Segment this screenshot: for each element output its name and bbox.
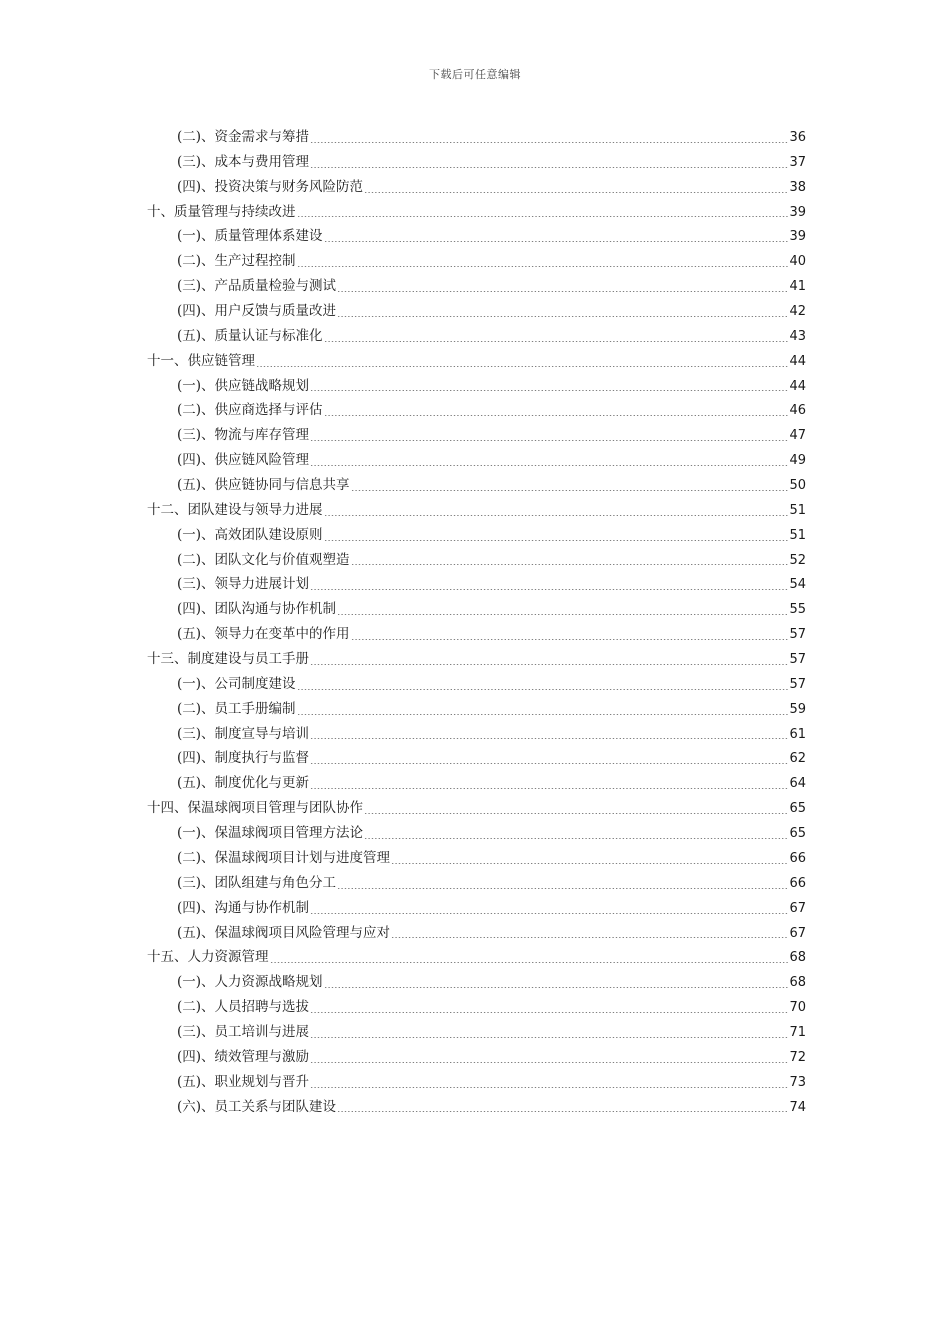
toc-page-number: 36 xyxy=(789,130,806,145)
toc-section-entry[interactable] xyxy=(147,249,806,274)
toc-dot-leader xyxy=(324,341,789,342)
toc-chapter-entry[interactable] xyxy=(147,498,806,523)
toc-dot-leader xyxy=(310,763,788,764)
toc-dot-leader xyxy=(391,863,788,864)
toc-dot-leader xyxy=(324,540,789,541)
toc-entry-title: (一)、质量管理体系建设 xyxy=(177,228,323,245)
toc-section-entry[interactable] xyxy=(147,970,806,995)
toc-entry-title: (二)、生产过程控制 xyxy=(177,253,296,270)
toc-entry-title: (一)、供应链战略规划 xyxy=(177,377,310,394)
toc-entry-title: (二)、人员招聘与选拔 xyxy=(177,999,310,1016)
toc-page-number: 68 xyxy=(789,975,806,991)
toc-dot-leader xyxy=(297,216,789,217)
toc-page-number: 44 xyxy=(789,353,806,369)
toc-entry-title: (四)、沟通与协作机制 xyxy=(177,899,310,916)
toc-entry-title: (四)、绩效管理与激励 xyxy=(177,1048,310,1065)
toc-dot-leader xyxy=(364,192,788,193)
toc-page-number: 65 xyxy=(789,826,806,842)
toc-page-number: 68 xyxy=(789,950,806,966)
toc-section-entry[interactable] xyxy=(147,1020,806,1045)
toc-page-number: 50 xyxy=(789,478,806,494)
toc-page-number: 57 xyxy=(789,676,806,692)
toc-section-entry[interactable] xyxy=(147,423,806,448)
toc-page-number: 46 xyxy=(789,403,806,419)
toc-dot-leader xyxy=(351,490,789,491)
toc-entry-title: (二)、资金需求与筹措 xyxy=(177,129,310,145)
toc-entry-title: (三)、成本与费用管理 xyxy=(177,153,310,170)
toc-dot-leader xyxy=(310,1037,788,1038)
toc-page-number: 37 xyxy=(789,154,806,170)
toc-entry-title: (五)、职业规划与晋升 xyxy=(177,1073,310,1090)
toc-dot-leader xyxy=(310,1062,788,1063)
toc-dot-leader xyxy=(310,788,788,789)
toc-page-number: 38 xyxy=(789,179,806,195)
toc-section-entry[interactable] xyxy=(147,548,806,573)
toc-dot-leader xyxy=(324,415,789,416)
toc-page-number: 43 xyxy=(789,328,806,344)
toc-page-number: 64 xyxy=(789,776,806,792)
toc-dot-leader xyxy=(337,888,788,889)
toc-entry-title: (五)、制度优化与更新 xyxy=(177,775,310,792)
toc-entry-title: (二)、保温球阀项目计划与进度管理 xyxy=(177,849,391,866)
toc-section-entry[interactable] xyxy=(147,746,806,771)
toc-entry-title: 十一、供应链管理 xyxy=(147,352,255,369)
toc-page-number: 47 xyxy=(789,428,806,444)
toc-dot-leader xyxy=(324,515,789,516)
toc-dot-leader xyxy=(297,689,789,690)
toc-chapter-entry[interactable] xyxy=(147,796,806,821)
toc-section-entry[interactable] xyxy=(147,771,806,796)
toc-section-entry[interactable] xyxy=(147,597,806,622)
toc-entry-title: 十三、制度建设与员工手册 xyxy=(147,651,309,668)
toc-entry-title: (四)、供应链风险管理 xyxy=(177,452,310,469)
toc-section-entry[interactable] xyxy=(147,274,806,299)
toc-page-number: 59 xyxy=(789,701,806,717)
toc-entry-title: (五)、领导力在变革中的作用 xyxy=(177,626,350,643)
toc-section-entry[interactable] xyxy=(147,921,806,946)
toc-dot-leader xyxy=(337,614,788,615)
toc-section-entry[interactable] xyxy=(147,473,806,498)
toc-dot-leader xyxy=(337,1111,788,1112)
toc-dot-leader xyxy=(337,316,788,317)
toc-dot-leader xyxy=(310,1087,788,1088)
toc-dot-leader xyxy=(310,589,788,590)
toc-entry-title: 十二、团队建设与领导力进展 xyxy=(147,501,323,518)
toc-dot-leader xyxy=(324,987,789,988)
toc-dot-leader xyxy=(297,266,789,267)
toc-page-number: 51 xyxy=(789,527,806,543)
toc-section-entry[interactable] xyxy=(147,1070,806,1095)
toc-page-number: 66 xyxy=(789,875,806,891)
toc-section-entry[interactable] xyxy=(147,846,806,871)
toc-section-entry[interactable] xyxy=(147,150,806,175)
toc-entry-title: (四)、投资决策与财务风险防范 xyxy=(177,178,364,195)
toc-dot-leader xyxy=(310,738,788,739)
toc-page-number: 66 xyxy=(789,850,806,866)
toc-chapter-entry[interactable] xyxy=(147,647,806,672)
toc-page-number: 51 xyxy=(789,502,806,518)
toc-entry-title: (二)、供应商选择与评估 xyxy=(177,402,323,419)
toc-page-number: 41 xyxy=(789,279,806,295)
toc-entry-title: 十五、人力资源管理 xyxy=(147,949,269,966)
toc-page-number: 49 xyxy=(789,453,806,469)
toc-entry-title: (四)、制度执行与监督 xyxy=(177,750,310,767)
toc-dot-leader xyxy=(310,167,788,168)
toc-page-number: 72 xyxy=(789,1049,806,1065)
toc-section-entry[interactable] xyxy=(147,374,806,399)
toc-section-entry[interactable] xyxy=(147,324,806,349)
toc-section-entry[interactable] xyxy=(147,523,806,548)
toc-dot-leader xyxy=(270,962,789,963)
toc-section-entry[interactable] xyxy=(147,125,806,150)
table-of-contents xyxy=(147,125,806,1119)
toc-entry-title: (二)、员工手册编制 xyxy=(177,700,296,717)
toc-page-number: 44 xyxy=(789,378,806,394)
toc-section-entry[interactable] xyxy=(147,697,806,722)
toc-dot-leader xyxy=(310,465,788,466)
toc-entry-title: (五)、供应链协同与信息共享 xyxy=(177,477,350,494)
toc-page-number: 65 xyxy=(789,801,806,817)
toc-section-entry[interactable] xyxy=(147,896,806,921)
toc-entry-title: (一)、高效团队建设原则 xyxy=(177,526,323,543)
toc-section-entry[interactable] xyxy=(147,821,806,846)
toc-dot-leader xyxy=(337,291,788,292)
toc-entry-title: (一)、公司制度建设 xyxy=(177,675,296,692)
toc-dot-leader xyxy=(256,366,788,367)
toc-page-number: 40 xyxy=(789,254,806,270)
toc-entry-title: (三)、物流与库存管理 xyxy=(177,427,310,444)
toc-section-entry[interactable] xyxy=(147,299,806,324)
toc-dot-leader xyxy=(351,564,789,565)
toc-dot-leader xyxy=(324,241,789,242)
toc-section-entry[interactable] xyxy=(147,1095,806,1120)
toc-page-number: 70 xyxy=(789,1000,806,1016)
toc-chapter-entry[interactable] xyxy=(147,945,806,970)
toc-chapter-entry[interactable] xyxy=(147,349,806,374)
toc-page-number: 61 xyxy=(789,726,806,742)
toc-section-entry[interactable] xyxy=(147,1045,806,1070)
toc-chapter-entry[interactable] xyxy=(147,200,806,225)
toc-section-entry[interactable] xyxy=(147,672,806,697)
toc-dot-leader xyxy=(391,937,788,938)
toc-entry-title: (四)、团队沟通与协作机制 xyxy=(177,601,337,618)
toc-section-entry[interactable] xyxy=(147,722,806,747)
toc-dot-leader xyxy=(364,813,788,814)
toc-entry-title: (三)、团队组建与角色分工 xyxy=(177,874,337,891)
toc-page-number: 73 xyxy=(789,1074,806,1090)
toc-dot-leader xyxy=(310,440,788,441)
toc-dot-leader xyxy=(310,390,788,391)
toc-section-entry[interactable] xyxy=(147,995,806,1020)
toc-entry-title: (六)、员工关系与团队建设 xyxy=(177,1098,337,1115)
toc-page-number: 55 xyxy=(789,602,806,618)
toc-page-number: 39 xyxy=(789,204,806,220)
toc-dot-leader xyxy=(310,913,788,914)
toc-section-entry[interactable] xyxy=(147,448,806,473)
toc-page-number: 57 xyxy=(789,627,806,643)
toc-section-entry[interactable] xyxy=(147,175,806,200)
toc-page-number: 67 xyxy=(789,900,806,916)
toc-dot-leader xyxy=(351,639,789,640)
toc-entry-title: (一)、保温球阀项目管理方法论 xyxy=(177,825,364,842)
toc-page-number: 39 xyxy=(789,229,806,245)
toc-dot-leader xyxy=(310,664,788,665)
toc-section-entry[interactable] xyxy=(147,398,806,423)
toc-entry-title: (四)、用户反馈与质量改进 xyxy=(177,303,337,320)
toc-entry-title: (三)、制度宣导与培训 xyxy=(177,725,310,742)
toc-entry-title: (五)、质量认证与标准化 xyxy=(177,327,323,344)
toc-section-entry[interactable] xyxy=(147,224,806,249)
toc-page-number: 57 xyxy=(789,652,806,668)
toc-section-entry[interactable] xyxy=(147,572,806,597)
toc-page-number: 67 xyxy=(789,925,806,941)
toc-entry-title: (三)、领导力进展计划 xyxy=(177,576,310,593)
toc-page-number: 62 xyxy=(789,751,806,767)
toc-entry-title: (二)、团队文化与价值观塑造 xyxy=(177,551,350,568)
toc-dot-leader xyxy=(364,838,788,839)
toc-section-entry[interactable] xyxy=(147,871,806,896)
toc-entry-title: (一)、人力资源战略规划 xyxy=(177,974,323,991)
toc-dot-leader xyxy=(297,714,789,715)
toc-page-number: 42 xyxy=(789,304,806,320)
toc-page-number: 54 xyxy=(789,577,806,593)
header-note: 下载后可任意编辑 xyxy=(429,68,521,81)
toc-page-number: 74 xyxy=(789,1099,806,1115)
toc-page-number: 71 xyxy=(789,1024,806,1040)
toc-entry-title: (三)、员工培训与进展 xyxy=(177,1023,310,1040)
toc-entry-title: (五)、保温球阀项目风险管理与应对 xyxy=(177,924,391,941)
toc-page-number: 52 xyxy=(789,552,806,568)
toc-entry-title: 十、质量管理与持续改进 xyxy=(147,203,296,220)
toc-dot-leader xyxy=(310,1012,788,1013)
toc-entry-title: (三)、产品质量检验与测试 xyxy=(177,278,337,295)
toc-dot-leader xyxy=(310,142,788,143)
toc-section-entry[interactable] xyxy=(147,622,806,647)
toc-entry-title: 十四、保温球阀项目管理与团队协作 xyxy=(147,800,363,817)
